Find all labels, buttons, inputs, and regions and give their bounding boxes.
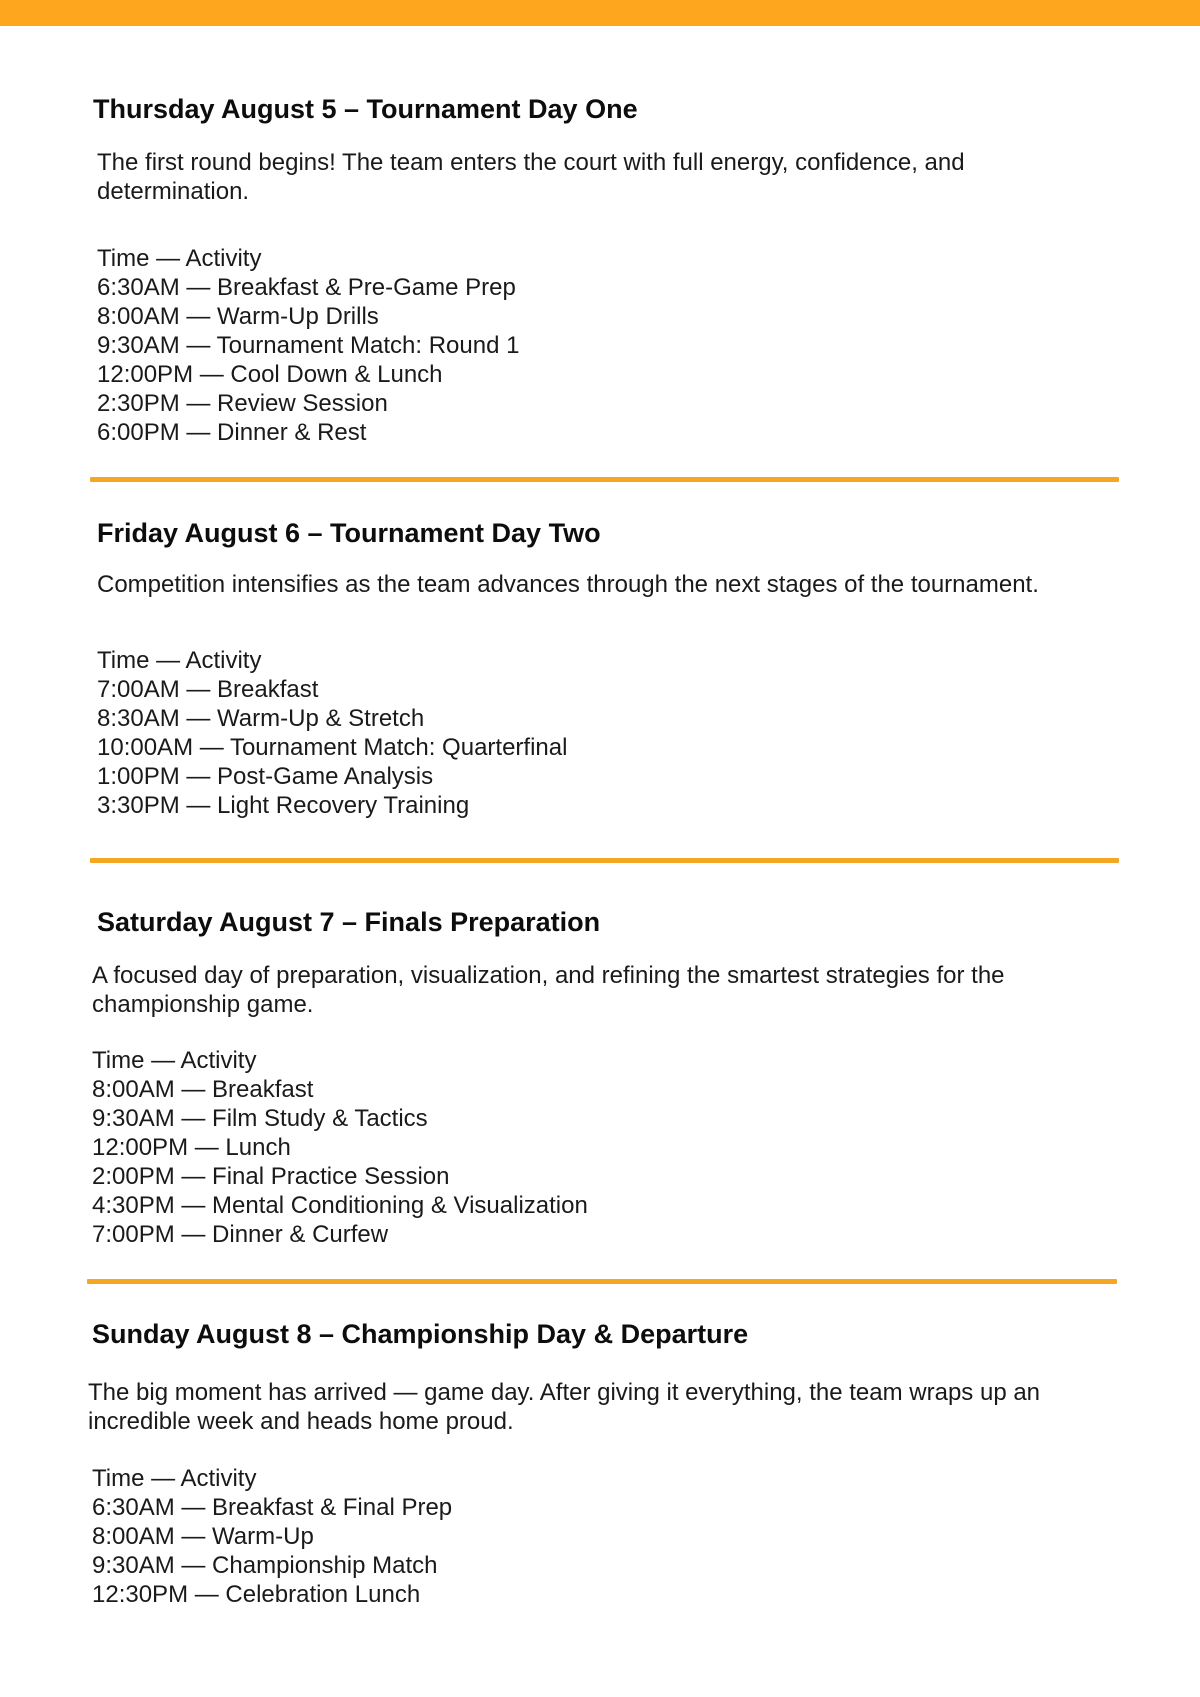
schedule-item: 6:30AM — Breakfast & Final Prep — [92, 1494, 453, 1521]
schedule-item: 7:00AM — Breakfast — [97, 676, 319, 703]
schedule-item: 8:00AM — Warm-Up Drills — [97, 303, 379, 330]
schedule-item: 12:00PM — Cool Down & Lunch — [97, 361, 443, 388]
day-title: Sunday August 8 – Championship Day & Departure — [92, 1319, 749, 1349]
schedule-item: 8:00AM — Breakfast — [92, 1076, 314, 1103]
schedule-item: 9:30AM — Championship Match — [92, 1552, 438, 1579]
schedule-item: 10:00AM — Tournament Match: Quarterfinal — [97, 734, 568, 761]
day-description: Competition intensifies as the team advances through the next stages of the tournament. — [97, 571, 1039, 598]
schedule-item: 9:30AM — Tournament Match: Round 1 — [97, 332, 520, 359]
day-description: The big moment has arrived — game day. After giving it everything, the team wraps up an incredible week and heads home proud. — [88, 1379, 1041, 1435]
schedule-item: 4:30PM — Mental Conditioning & Visualization — [92, 1192, 588, 1219]
schedule-item: 8:00AM — Warm-Up — [92, 1523, 314, 1550]
schedule-item: 12:00PM — Lunch — [92, 1134, 291, 1161]
schedule-item: 1:00PM — Post-Game Analysis — [97, 763, 434, 790]
schedule-item: 2:30PM — Review Session — [97, 390, 388, 417]
section-divider — [87, 1279, 1117, 1284]
schedule-item: 12:30PM — Celebration Lunch — [92, 1581, 421, 1608]
day-title: Saturday August 7 – Finals Preparation — [97, 907, 601, 937]
section-divider — [90, 477, 1119, 482]
top-accent-bar — [0, 0, 1200, 26]
day-description: The first round begins! The team enters the court with full energy, confidence, and determination. — [97, 149, 965, 205]
schedule-header: Time — Activity — [97, 647, 262, 674]
schedule-list — [92, 1464, 452, 1609]
schedule-item: 9:30AM — Film Study & Tactics — [92, 1105, 428, 1132]
schedule-item: 2:00PM — Final Practice Session — [92, 1163, 450, 1190]
schedule-item: 6:30AM — Breakfast & Pre-Game Prep — [97, 274, 516, 301]
schedule-item: 3:30PM — Light Recovery Training — [97, 792, 470, 819]
schedule-header: Time — Activity — [92, 1047, 257, 1074]
schedule-list — [92, 1046, 588, 1249]
schedule-item: 7:00PM — Dinner & Curfew — [92, 1221, 389, 1248]
day-title: Thursday August 5 – Tournament Day One — [93, 94, 638, 124]
schedule-item: 8:30AM — Warm-Up & Stretch — [97, 705, 425, 732]
schedule-item: 6:00PM — Dinner & Rest — [97, 419, 367, 446]
schedule-header: Time — Activity — [92, 1465, 257, 1492]
schedule-header: Time — Activity — [97, 245, 262, 272]
schedule-list — [97, 244, 519, 447]
section-divider — [90, 858, 1119, 863]
schedule-list — [97, 646, 567, 820]
day-title: Friday August 6 – Tournament Day Two — [97, 518, 601, 548]
day-description: A focused day of preparation, visualization, and refining the smartest strategies for the championship game. — [92, 962, 1005, 1018]
